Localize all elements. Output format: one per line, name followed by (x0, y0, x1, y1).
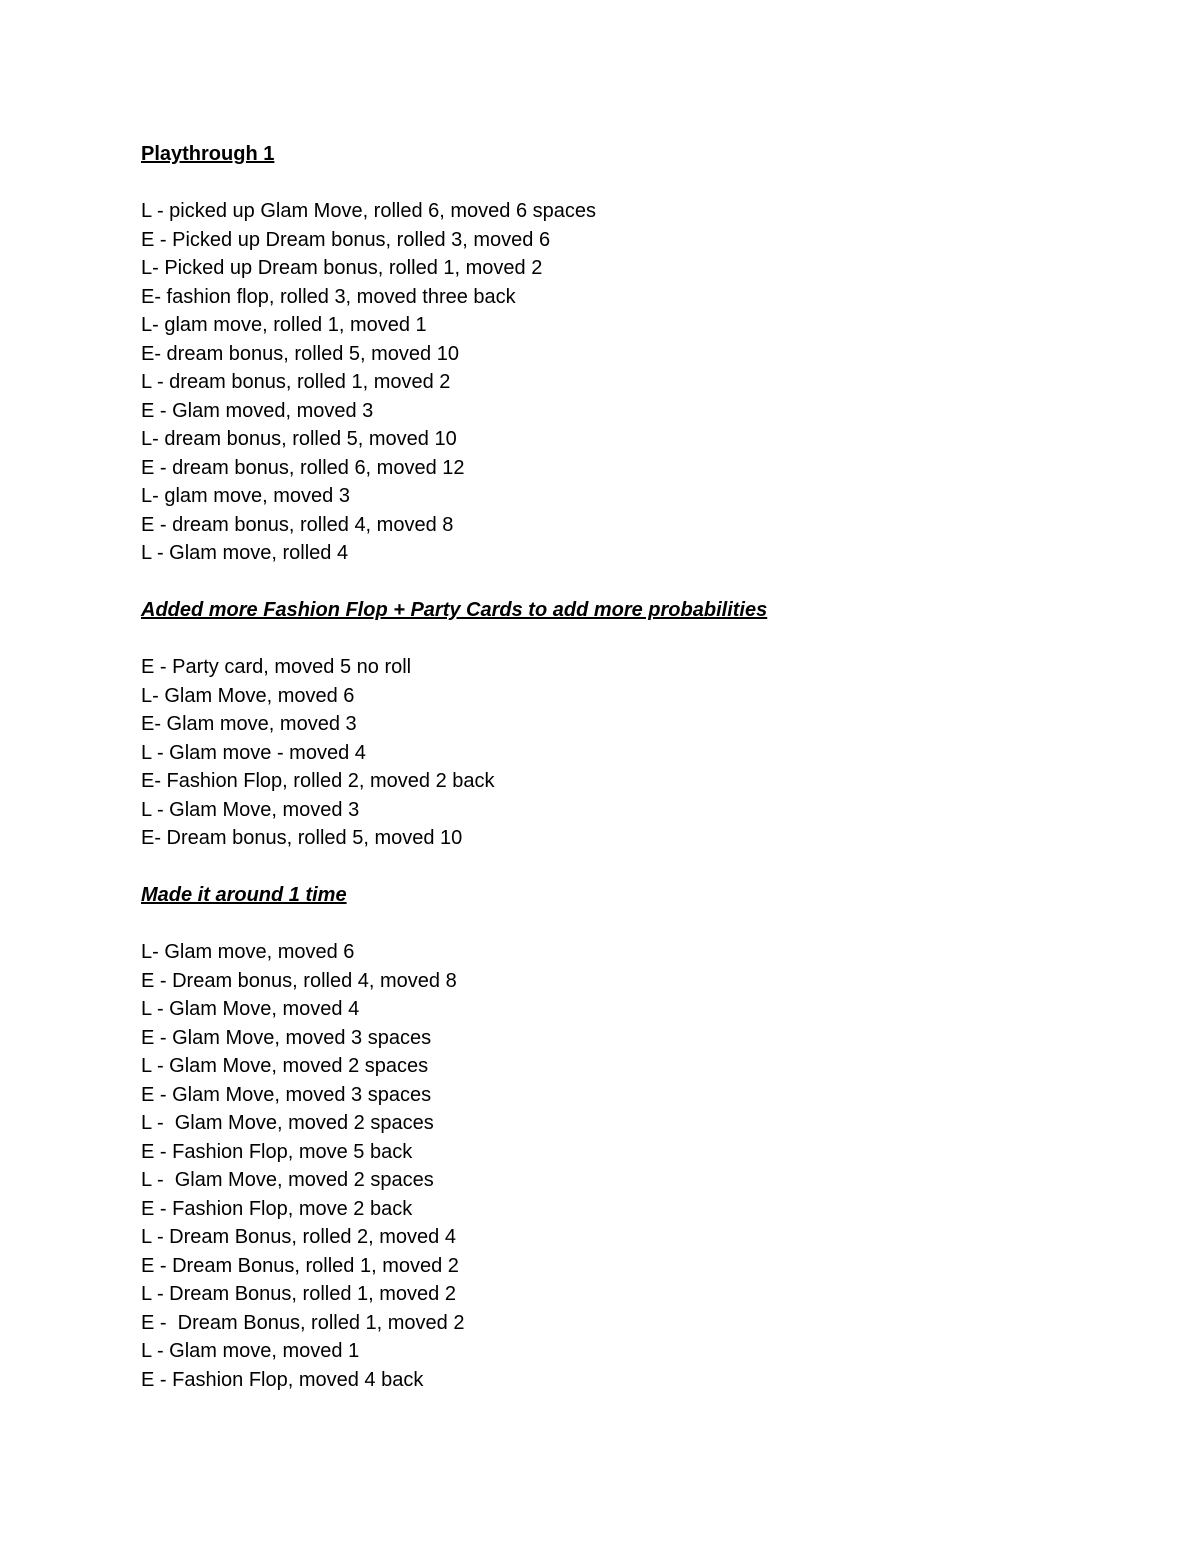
log-entry: L - Dream Bonus, rolled 2, moved 4 (141, 1226, 456, 1248)
log-entry: E - Party card, moved 5 no roll (141, 656, 412, 678)
spacer (141, 853, 1141, 882)
log-entry: L- glam move, rolled 1, moved 1 (141, 314, 427, 336)
log-entry: E - Glam moved, moved 3 (141, 399, 374, 422)
log-entry: L - Glam Move, moved 2 spaces (141, 1055, 429, 1077)
section-1-log (141, 197, 1141, 568)
section-2-log (141, 653, 1141, 853)
section-3-heading: Made it around 1 time (141, 884, 347, 906)
log-entry: L- Glam move, moved 6 (141, 941, 355, 963)
log-entry: L - Dream Bonus, rolled 1, moved 2 (141, 1283, 456, 1305)
log-entry: E - Fashion Flop, moved 4 back (141, 1368, 424, 1391)
log-entry: E- dream bonus, rolled 5, moved 10 (141, 342, 459, 365)
log-entry: E - Fashion Flop, move 2 back (141, 1197, 413, 1220)
log-entry: E - dream bonus, rolled 6, moved 12 (141, 456, 465, 479)
document-page (141, 140, 1141, 1394)
log-entry: L - dream bonus, rolled 1, moved 2 (141, 371, 451, 393)
spacer (141, 568, 1141, 597)
log-entry: E - Dream Bonus, rolled 1, moved 2 (141, 1311, 465, 1334)
log-entry: E - dream bonus, rolled 4, moved 8 (141, 513, 454, 536)
log-entry: L - Glam Move, moved 2 spaces (141, 1112, 434, 1134)
log-entry: E - Dream bonus, rolled 4, moved 8 (141, 969, 457, 992)
log-entry: E- fashion flop, rolled 3, moved three back (141, 285, 516, 308)
log-entry: E - Glam Move, moved 3 spaces (141, 1083, 432, 1106)
section-2-heading: Added more Fashion Flop + Party Cards to add more probabilities (141, 599, 768, 621)
log-entry: L - picked up Glam Move, rolled 6, moved 6 spaces (141, 200, 597, 222)
document-title: Playthrough 1 (141, 143, 275, 165)
log-entry: L - Glam move, rolled 4 (141, 542, 349, 564)
spacer (141, 910, 1141, 939)
log-entry: E - Glam Move, moved 3 spaces (141, 1026, 432, 1049)
log-entry: L - Glam move, moved 1 (141, 1340, 360, 1362)
log-entry: L - Glam move - moved 4 (141, 741, 366, 764)
log-entry: L- glam move, moved 3 (141, 485, 350, 507)
log-entry: L- Glam Move, moved 6 (141, 684, 355, 707)
log-entry: L- Picked up Dream bonus, rolled 1, moved 2 (141, 257, 543, 279)
log-entry: L - Glam Move, moved 3 (141, 798, 360, 821)
log-entry: E - Picked up Dream bonus, rolled 3, moved 6 (141, 228, 551, 251)
spacer (141, 169, 1141, 198)
log-entry: E - Dream Bonus, rolled 1, moved 2 (141, 1254, 459, 1277)
log-entry: E- Glam move, moved 3 (141, 713, 357, 735)
log-entry: L- dream bonus, rolled 5, moved 10 (141, 428, 457, 450)
section-3-log (141, 938, 1141, 1394)
log-entry: L - Glam Move, moved 4 (141, 998, 360, 1020)
log-entry: E- Fashion Flop, rolled 2, moved 2 back (141, 770, 495, 792)
log-entry: L - Glam Move, moved 2 spaces (141, 1169, 434, 1191)
spacer (141, 625, 1141, 654)
log-entry: E - Fashion Flop, move 5 back (141, 1140, 413, 1163)
log-entry: E- Dream bonus, rolled 5, moved 10 (141, 827, 463, 849)
